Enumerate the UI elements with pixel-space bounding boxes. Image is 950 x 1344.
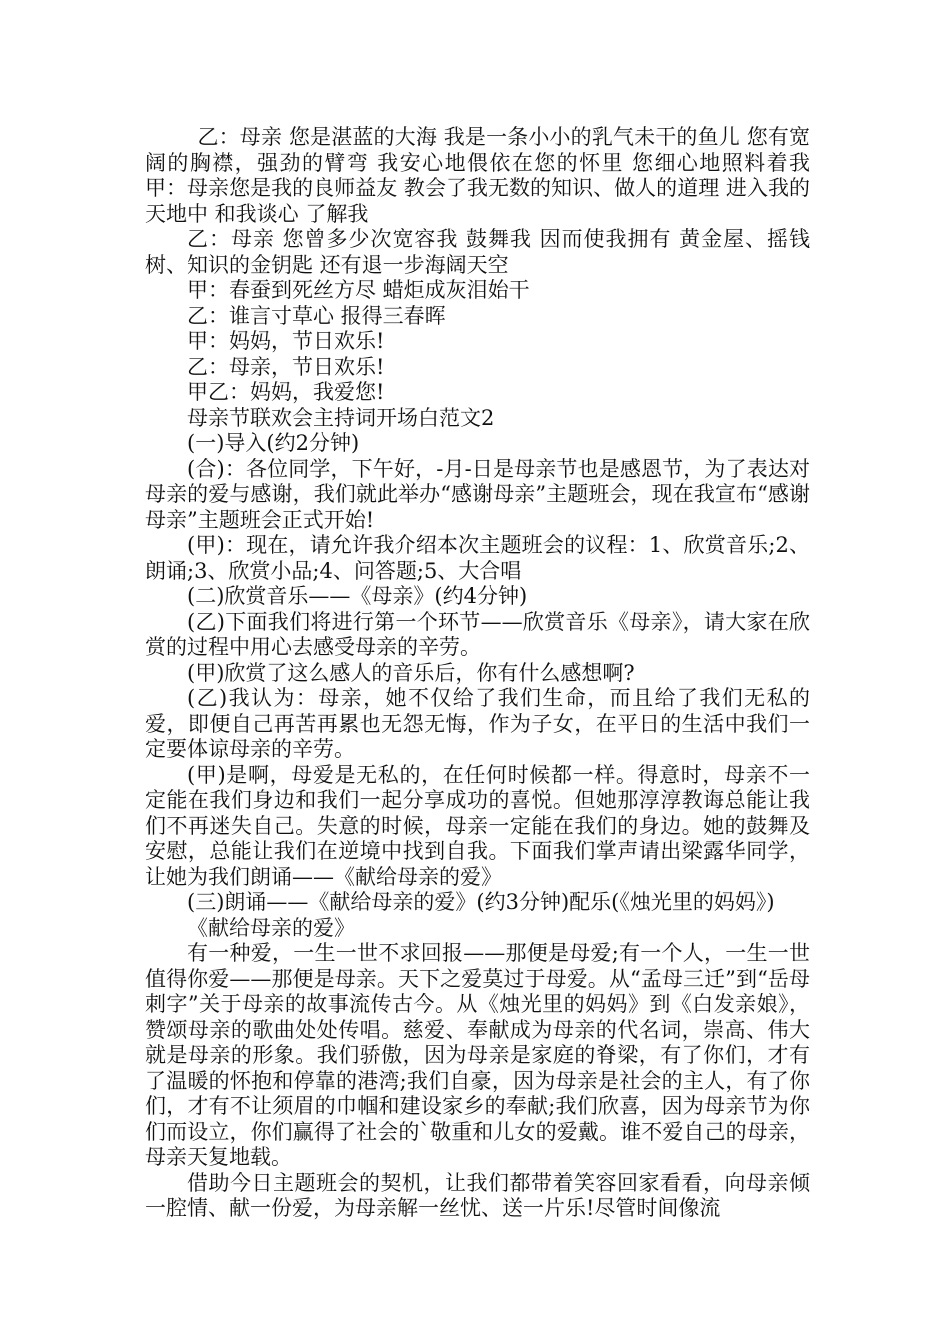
body-paragraph-6: (甲)是啊，母爱是无私的，在任何时候都一样。得意时，母亲不一定能在我们身边和我们一起分享成功的喜悦。但她那淳淳教诲总能让我们不再迷失自己。失意的时候，母亲一定能在我们的身边。她的鼓舞及安慰，总能让我们在逆境中找到自我。下面我们掌声请出梁露华同学，让她为我们朗诵——《献给母亲的爱》	[145, 762, 810, 889]
body-paragraph-2: (甲)：现在，请允许我介绍本次主题班会的议程：1、欣赏音乐;2、朗诵;3、欣赏小品;4、问答题;5、大合唱	[145, 533, 810, 583]
body-paragraph-3: (乙)下面我们将进行第一个环节——欣赏音乐《母亲》，请大家在欣赏的过程中用心去感受母亲的辛劳。	[145, 609, 810, 659]
body-paragraph-5: (乙)我认为：母亲，她不仅给了我们生命，而且给了我们无私的爱，即便自己再苦再累也无怨无悔，作为子女，在平日的生活中我们一定要体谅母亲的辛劳。	[145, 686, 810, 761]
section-heading-3: (三)朗诵——《献给母亲的爱》(约3分钟)配乐(《烛光里的妈妈》)	[187, 890, 775, 914]
dialogue-paragraph-2: 乙：母亲 您曾多少次宽容我 鼓舞我 因而使我拥有 黄金屋、摇钱树、知识的金钥匙 还有退一步海阔天空	[145, 227, 810, 277]
dialogue-paragraph-1: 乙：母亲 您是湛蓝的大海 我是一条小小的乳气未干的鱼儿 您有宽阔的胸襟，强劲的臂弯 我安心地偎依在您的怀里 您细心地照料着我 甲：母亲您是我的良师益友 教会了我无数的知识、做人的道理 进入我的天地中 和我谈心 了解我	[145, 125, 810, 226]
section-heading-1: (一)导入(约2分钟)	[187, 431, 360, 455]
dialogue-line-5: 甲：妈妈，节日欢乐!	[187, 329, 385, 353]
dialogue-line-7: 甲乙：妈妈，我爱您!	[187, 380, 385, 404]
poem-title: 《献给母亲的爱》	[187, 915, 355, 940]
dialogue-line-6: 乙：母亲，节日欢乐!	[187, 354, 385, 379]
body-paragraph-7: 借助今日主题班会的契机，让我们都带着笑容回家看看，向母亲倾一腔情、献一份爱，为母亲解一丝忧、送一片乐!尽管时间像流	[145, 1170, 810, 1220]
body-paragraph-4: (甲)欣赏了这么感人的音乐后，你有什么感想啊?	[187, 660, 635, 685]
section-title: 母亲节联欢会主持词开场白范文2	[187, 405, 495, 430]
document-page	[145, 125, 810, 1222]
body-paragraph-1: (合)：各位同学，下午好，-月-日是母亲节也是感恩节，为了表达对母亲的爱与感谢，我们就此举办“感谢母亲”主题班会，现在我宣布“感谢母亲”主题班会正式开始!	[145, 456, 810, 532]
dialogue-line-4: 乙：谁言寸草心 报得三春晖	[187, 303, 446, 328]
section-heading-2: (二)欣赏音乐——《母亲》(约4分钟)	[187, 584, 528, 608]
poem-body: 有一种爱，一生一世不求回报——那便是母爱;有一个人，一生一世值得你爱——那便是母亲。天下之爱莫过于母爱。从“孟母三迁”到“岳母刺字”关于母亲的故事流传古今。从《烛光里的妈妈》到《白发亲娘》，赞颂母亲的歌曲处处传唱。慈爱、奉献成为母亲的代名词，崇高、伟大就是母亲的形象。我们骄傲，因为母亲是家庭的脊梁，有了你们，才有了温暖的怀抱和停靠的港湾;我们自豪，因为母亲是社会的主人，有了你们，才有不让须眉的巾帼和建设家乡的奉献;我们欣喜，因为母亲节为你们而设立，你们赢得了社会的`敬重和儿女的爱戴。谁不爱自己的母亲，母亲天复地载。	[145, 941, 810, 1169]
dialogue-line-3: 甲：春蚕到死丝方尽 蜡炬成灰泪始干	[187, 278, 530, 302]
